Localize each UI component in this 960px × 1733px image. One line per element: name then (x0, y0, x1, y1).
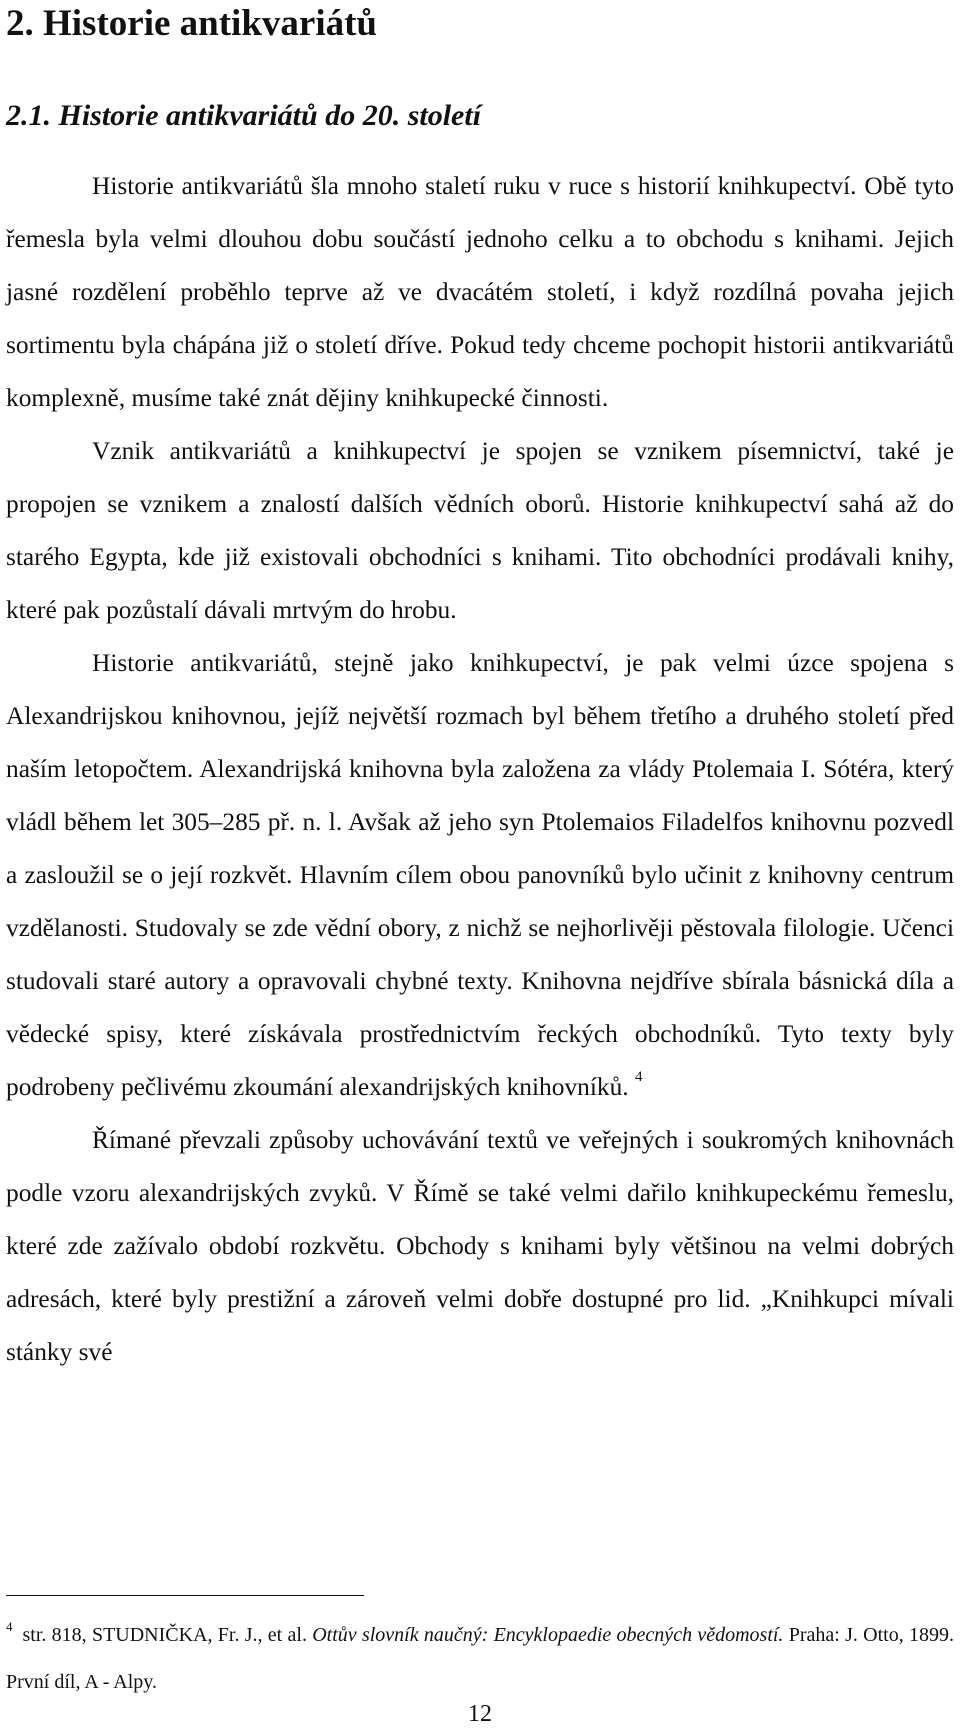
footnote-number: 4 (6, 1619, 13, 1634)
page-number: 12 (468, 1701, 492, 1727)
footnote-lead: str. 818, STUDNIČKA, Fr. J., et al. (22, 1624, 307, 1646)
section-title: 2.1. Historie antikvariátů do 20. století (6, 99, 482, 132)
footnote-tail: Praha: J. Otto, 1899. První díl, A - Alpy. (6, 1624, 954, 1693)
footnote-separator (6, 1595, 364, 1596)
paragraph-2: Vznik antikvariátů a knihkupectví je spojen se vznikem písemnictví, také je propojen se vznikem a znalostí dalších vědních oborů. Historie knihkupectví sahá až do starého Egypta, kde již existovali obchodníci s knihami. Tito obchodníci prodávali knihy, které pak pozůstalí dávali mrtvým do hrobu. (6, 437, 954, 624)
paragraph-3-text: Historie antikvariátů, stejně jako knihkupectví, je pak velmi úzce spojena s Alexandrijskou knihovnou, jejíž největší rozmach byl během třetího a druhého století před naším letopočtem. Alexandrijská knihovna byla založena za vlády Ptolemaia I. Sótéra, který vládl během let 305–285 př. n. l. Avšak až jeho syn Ptolemaios Filadelfos knihovnu pozvedl a zasloužil se o její rozkvět. Hlavním cílem obou panovníků bylo učinit z knihovny centrum vzdělanosti. Studovaly se zde vědní obory, z nichž se nejhorlivěji pěstovala filologie. Učenci studovali staré autory a opravovali chybné texty. Knihovna nejdříve sbírala básnická díla a vědecké spisy, které získávala prostřednictvím řeckých obchodníků. Tyto texty byly podrobeny pečlivému zkoumání alexandrijských knihovníků. (6, 649, 954, 1101)
chapter-title: 2. Historie antikvariátů (6, 3, 378, 44)
footnote (6, 1612, 954, 1706)
paragraph-3 (6, 637, 954, 1114)
body-text (6, 160, 954, 1379)
footnote-reference: 4 (635, 1069, 643, 1085)
footnote-title: Ottův slovník naučný: Encyklopaedie obecných vědomostí. (312, 1624, 784, 1646)
paragraph-4: Římané převzali způsoby uchovávání textů ve veřejných i soukromých knihovnách podle vzoru alexandrijských zvyků. V Římě se také velmi dařilo knihkupeckému řemeslu, které zde zažívalo období rozkvětu. Obchody s knihami byly většinou na velmi dobrých adresách, které byly prestižní a zároveň velmi dobře dostupné pro lid. „Knihkupci mívali stánky své (6, 1126, 954, 1366)
paragraph-1: Historie antikvariátů šla mnoho staletí ruku v ruce s historií knihkupectví. Obě tyto řemesla byla velmi dlouhou dobu součástí jednoho celku a to obchodu s knihami. Jejich jasné rozdělení proběhlo teprve až ve dvacátém století, i když rozdílná povaha jejich sortimentu byla chápána již o století dříve. Pokud tedy chceme pochopit historii antikvariátů komplexně, musíme také znát dějiny knihkupecké činnosti. (6, 172, 954, 412)
